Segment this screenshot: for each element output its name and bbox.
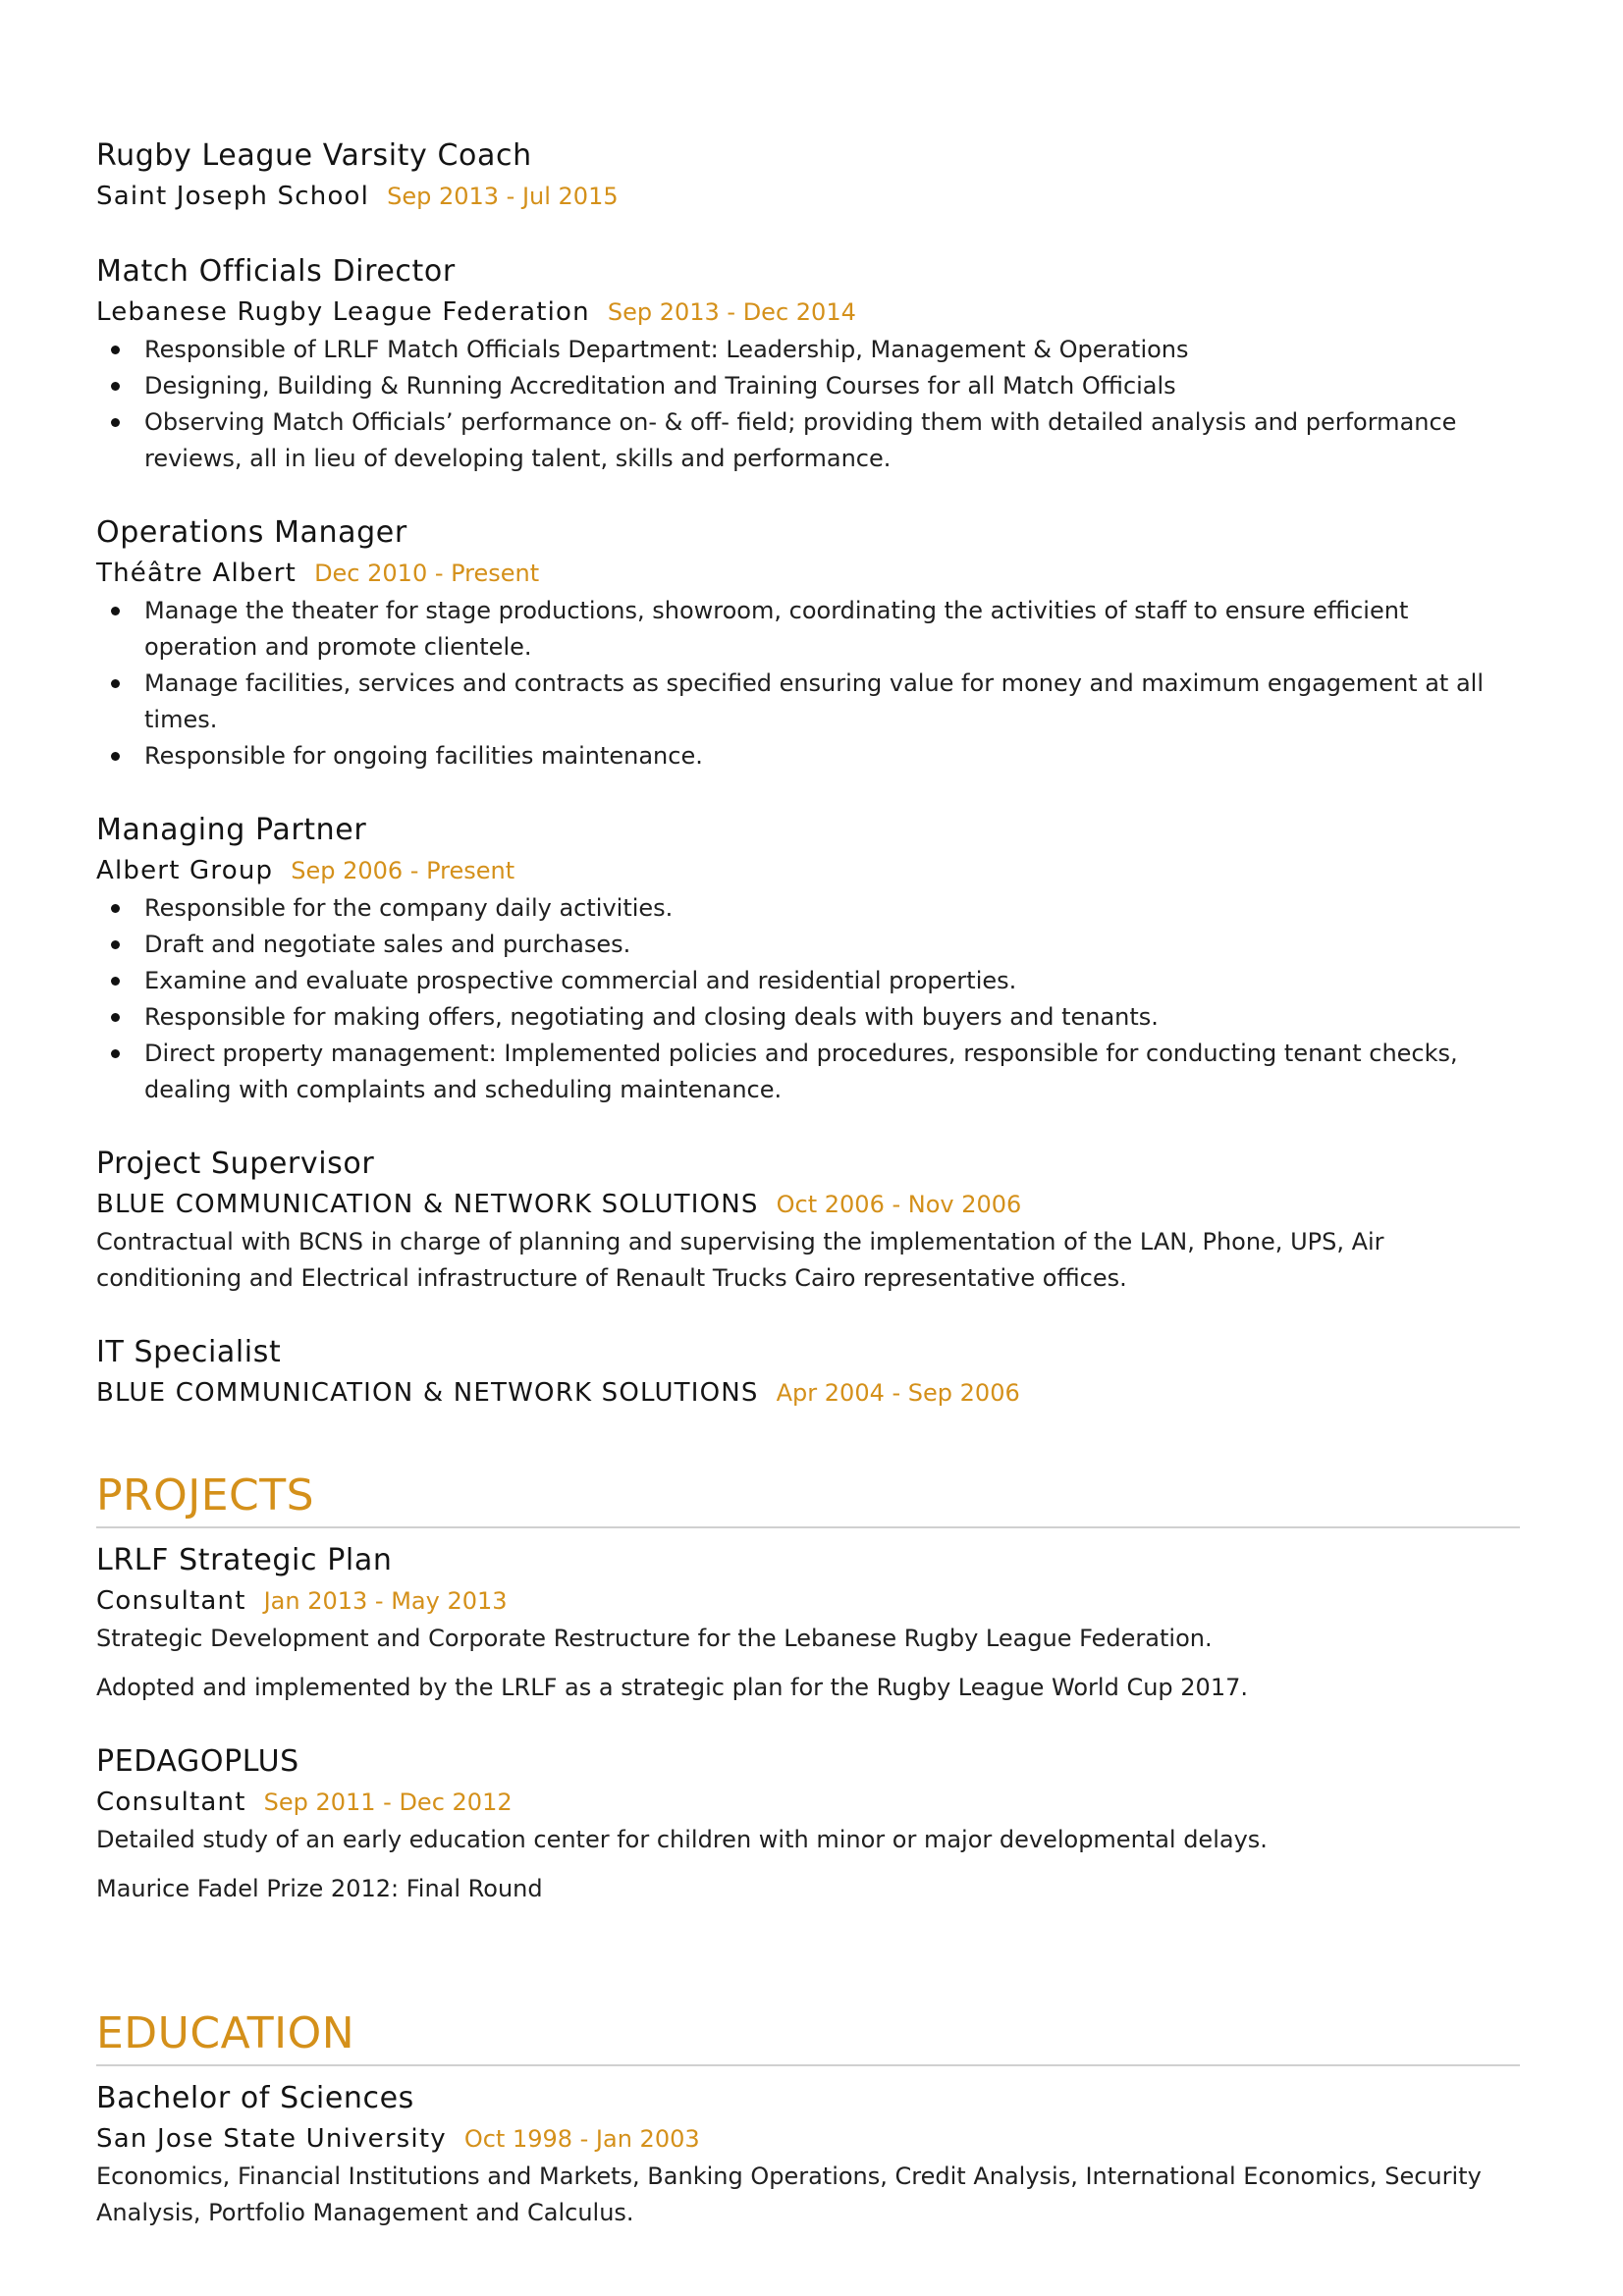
entry-title: Match Officials Director bbox=[96, 254, 456, 289]
bullet-icon bbox=[111, 1049, 120, 1058]
entry-title: Managing Partner bbox=[96, 813, 367, 847]
bullet-text: Direct property management: Implemented policies and procedures, responsible for conducting tenant checks, dealing with complaints and scheduling maintenance. bbox=[144, 1040, 1458, 1103]
entry-title: PEDAGOPLUS bbox=[96, 1744, 299, 1779]
entry bbox=[96, 1332, 1520, 1413]
entry-title: Bachelor of Sciences bbox=[96, 2081, 414, 2115]
bullet-item bbox=[96, 927, 1520, 963]
entry-title: Operations Manager bbox=[96, 515, 407, 550]
section-header bbox=[96, 1468, 1520, 1528]
bullet-text: Responsible for ongoing facilities maintenance. bbox=[144, 742, 703, 770]
bullet-list bbox=[96, 332, 1520, 477]
projects-section bbox=[96, 1468, 1520, 1907]
entry-subheader bbox=[96, 1581, 1520, 1621]
bullet-icon bbox=[111, 679, 120, 688]
description: Strategic Development and Corporate Restructure for the Lebanese Rugby League Federation. bbox=[96, 1625, 1213, 1652]
bullet-list bbox=[96, 890, 1520, 1108]
section-divider bbox=[96, 1526, 1520, 1528]
bullet-item bbox=[96, 593, 1520, 666]
entry bbox=[96, 810, 1520, 1108]
bullet-icon bbox=[111, 346, 120, 354]
description: Adopted and implemented by the LRLF as a strategic plan for the Rugby League World Cup 2017. bbox=[96, 1674, 1248, 1701]
date-range: Sep 2011 - Dec 2012 bbox=[263, 1789, 513, 1816]
entry-subheader bbox=[96, 177, 1520, 216]
bullet-icon bbox=[111, 382, 120, 391]
description: Detailed study of an early education center for children with minor or major developmental delays. bbox=[96, 1826, 1268, 1853]
organization: Théâtre Albert bbox=[96, 559, 298, 588]
date-range: Apr 2004 - Sep 2006 bbox=[776, 1379, 1020, 1407]
organization: Saint Joseph School bbox=[96, 182, 370, 211]
organization: Consultant bbox=[96, 1788, 246, 1817]
bullet-text: Draft and negotiate sales and purchases. bbox=[144, 931, 631, 958]
bullet-text: Responsible for making offers, negotiating and closing deals with buyers and tenants. bbox=[144, 1003, 1159, 1031]
bullet-icon bbox=[111, 752, 120, 761]
date-range: Sep 2013 - Jul 2015 bbox=[387, 183, 619, 210]
bullet-item bbox=[96, 999, 1520, 1036]
section-header bbox=[96, 2005, 1520, 2066]
bullet-icon bbox=[111, 977, 120, 986]
organization: BLUE COMMUNICATION & NETWORK SOLUTIONS bbox=[96, 1378, 759, 1408]
bullet-item bbox=[96, 890, 1520, 927]
entry-subheader bbox=[96, 1185, 1520, 1224]
organization: San Jose State University bbox=[96, 2124, 447, 2154]
organization: BLUE COMMUNICATION & NETWORK SOLUTIONS bbox=[96, 1190, 759, 1219]
section-title-projects: PROJECTS bbox=[96, 1470, 315, 1521]
bullet-item bbox=[96, 963, 1520, 999]
projects-list bbox=[96, 1540, 1520, 1907]
entry-title: LRLF Strategic Plan bbox=[96, 1543, 393, 1577]
bullet-text: Designing, Building & Running Accreditation and Training Courses for all Match Officials bbox=[144, 372, 1176, 400]
entry-title: Rugby League Varsity Coach bbox=[96, 138, 532, 173]
entry bbox=[96, 1741, 1520, 1907]
date-range: Oct 2006 - Nov 2006 bbox=[776, 1191, 1022, 1218]
experience-section bbox=[96, 135, 1520, 1413]
bullet-icon bbox=[111, 940, 120, 949]
entry-subheader bbox=[96, 851, 1520, 890]
bullet-item bbox=[96, 404, 1520, 477]
bullet-item bbox=[96, 738, 1520, 774]
description: Maurice Fadel Prize 2012: Final Round bbox=[96, 1875, 543, 1902]
entry-title: Project Supervisor bbox=[96, 1147, 375, 1181]
bullet-icon bbox=[111, 607, 120, 615]
description: Contractual with BCNS in charge of planning and supervising the implementation of the LAN, Phone, UPS, Air conditioning and Electrical infrastructure of Renault Trucks Cairo representative offices. bbox=[96, 1228, 1384, 1292]
education-section bbox=[96, 2005, 1520, 2231]
bullet-item bbox=[96, 368, 1520, 404]
entry bbox=[96, 135, 1520, 216]
bullet-text: Examine and evaluate prospective commercial and residential properties. bbox=[144, 967, 1017, 994]
resume-content bbox=[96, 135, 1520, 2267]
bullet-icon bbox=[111, 418, 120, 427]
section-title-education: EDUCATION bbox=[96, 2008, 355, 2058]
date-range: Oct 1998 - Jan 2003 bbox=[463, 2125, 700, 2153]
bullet-text: Manage the theater for stage productions, showroom, coordinating the activities of staff to ensure efficient operation and promote clientele. bbox=[144, 597, 1409, 661]
education-list bbox=[96, 2078, 1520, 2231]
entry-subheader bbox=[96, 293, 1520, 332]
organization: Albert Group bbox=[96, 856, 274, 885]
entry-title: IT Specialist bbox=[96, 1335, 282, 1369]
date-range: Sep 2013 - Dec 2014 bbox=[607, 298, 856, 326]
entry bbox=[96, 512, 1520, 774]
bullet-list bbox=[96, 593, 1520, 774]
entry bbox=[96, 1144, 1520, 1297]
entry bbox=[96, 1540, 1520, 1706]
entry bbox=[96, 251, 1520, 477]
bullet-text: Responsible for the company daily activities. bbox=[144, 894, 674, 922]
description: Economics, Financial Institutions and Markets, Banking Operations, Credit Analysis, International Economics, Security Analysis, Portfolio Management and Calculus. bbox=[96, 2163, 1482, 2226]
date-range: Jan 2013 - May 2013 bbox=[263, 1587, 508, 1615]
entry bbox=[96, 2078, 1520, 2231]
section-divider bbox=[96, 2064, 1520, 2066]
bullet-icon bbox=[111, 1013, 120, 1022]
bullet-text: Observing Match Officials’ performance on- & off- field; providing them with detailed analysis and performance reviews, all in lieu of developing talent, skills and performance. bbox=[144, 408, 1457, 472]
entry-subheader bbox=[96, 2119, 1520, 2159]
bullet-item bbox=[96, 666, 1520, 738]
bullet-item bbox=[96, 332, 1520, 368]
bullet-item bbox=[96, 1036, 1520, 1108]
organization: Consultant bbox=[96, 1586, 246, 1616]
bullet-text: Manage facilities, services and contracts as specified ensuring value for money and maximum engagement at all times. bbox=[144, 669, 1484, 733]
entry-subheader bbox=[96, 1373, 1520, 1413]
bullet-text: Responsible of LRLF Match Officials Department: Leadership, Management & Operations bbox=[144, 336, 1189, 363]
date-range: Sep 2006 - Present bbox=[291, 857, 515, 884]
entry-subheader bbox=[96, 1783, 1520, 1822]
date-range: Dec 2010 - Present bbox=[314, 560, 540, 587]
entry-subheader bbox=[96, 554, 1520, 593]
organization: Lebanese Rugby League Federation bbox=[96, 297, 590, 327]
bullet-icon bbox=[111, 904, 120, 913]
